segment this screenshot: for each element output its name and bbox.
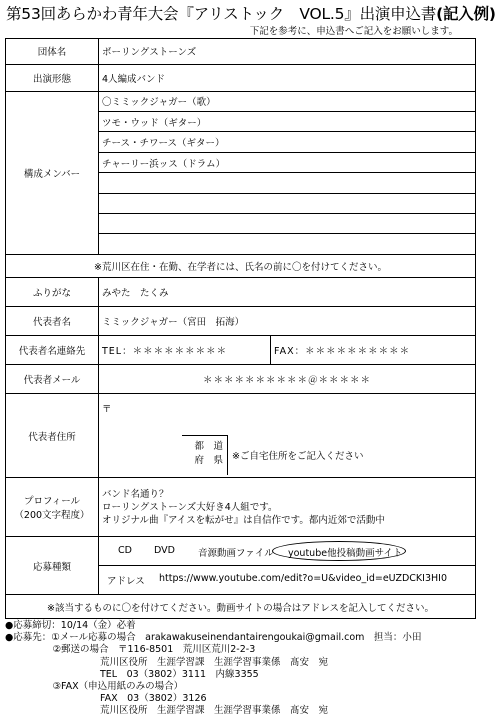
address-label: 代表者住所: [6, 394, 99, 478]
performance-style-field[interactable]: 4人編成バンド: [99, 64, 476, 91]
footer-line: 荒川区役所 生涯学習課 生涯学習事業係 髙安 宛: [5, 705, 329, 717]
url-field[interactable]: https://www.youtube.com/edit?o=U&video_id=eUZDCKI3HI0: [159, 573, 447, 585]
prefecture-line2: 府 県: [194, 455, 223, 467]
footer-info: [5, 620, 477, 718]
member-field[interactable]: [99, 173, 476, 193]
option-youtube[interactable]: youtube他投稿動画サイト: [288, 548, 403, 560]
application-form: [5, 38, 476, 619]
profile-line: ローリングストーンズ大好き4人組です。: [102, 501, 278, 513]
page-subtitle: 下記を参考に、申込書へご記入をお願いします。: [249, 26, 458, 37]
address-field[interactable]: [99, 394, 476, 478]
furigana-label: ふりがな: [6, 278, 99, 307]
profile-field[interactable]: [99, 478, 476, 537]
url-label: アドレス: [107, 576, 145, 588]
group-name-field[interactable]: ボーリングストーンズ: [99, 39, 476, 65]
profile-label-sub: （200文字程度）: [14, 510, 90, 522]
address-content: [102, 397, 472, 474]
footer-line: TEL 03（3802）3111 内線3355: [5, 668, 259, 680]
fax-field[interactable]: FAX：＊＊＊＊＊＊＊＊＊＊: [271, 336, 476, 365]
option-dvd[interactable]: DVD: [154, 545, 175, 557]
footer-line: ②郵送の場合 〒116-8501 荒川区荒川2-2-3: [5, 644, 256, 656]
prefecture-box: [182, 435, 228, 475]
member-field[interactable]: チース・チワース（ギター）: [99, 132, 476, 152]
prefecture-line1: 都 道: [194, 441, 223, 453]
option-cd[interactable]: CD: [118, 545, 132, 557]
footer-line: FAX 03（3802）3126: [5, 693, 207, 705]
member-field[interactable]: ツモ・ウッド（ギター）: [99, 112, 476, 132]
profile-line: バンド名通り？: [102, 488, 169, 500]
performance-style-label: 出演形態: [6, 64, 99, 91]
member-field[interactable]: チャーリー浜ッス（ドラム）: [99, 152, 476, 172]
member-field[interactable]: [99, 214, 476, 234]
email-label: 代表者メール: [6, 365, 99, 394]
postal-mark: 〒: [102, 404, 112, 416]
member-field[interactable]: [99, 193, 476, 213]
profile-label-main: プロフィール: [23, 496, 81, 508]
page-title: [6, 2, 496, 24]
members-label: 構成メンバー: [6, 91, 99, 254]
media-type-field[interactable]: [99, 537, 476, 595]
footer-line: ●応募先：①メール応募の場合 arakawakuseinendantairengoukai@gmail.com 担当：小田: [5, 632, 422, 644]
furigana-field[interactable]: みやた たくみ: [99, 278, 476, 307]
email-field[interactable]: ＊＊＊＊＊＊＊＊＊＊＠＊＊＊＊＊: [99, 365, 476, 394]
member-field[interactable]: 〇ミミックジャガー（歌）: [99, 91, 476, 111]
footer-line: ③FAX（申込用紙のみの場合）: [5, 680, 184, 692]
title-main: 第53回あらかわ青年大会『アリストック VOL.5』出演申込書: [6, 5, 437, 23]
option-audio-file[interactable]: 音源動画ファイル: [198, 548, 274, 560]
media-options: [102, 539, 472, 565]
contact-label: 代表者名連絡先: [6, 336, 99, 365]
circle-note: ※該当するものに〇を付けてください。動画サイトの場合はアドレスを記入してください。: [6, 595, 476, 619]
representative-label: 代表者名: [6, 307, 99, 336]
title-suffix: (記入例): [436, 5, 496, 23]
address-note: ※ご自宅住所をご記入ください: [232, 451, 364, 463]
residence-note: ※荒川区在住・在勤、在学者には、氏名の前に〇を付けてください。: [6, 254, 476, 278]
member-field[interactable]: [99, 234, 476, 254]
tel-field[interactable]: TEL：＊＊＊＊＊＊＊＊＊: [99, 336, 271, 365]
media-type-label: 応募種類: [6, 537, 99, 595]
group-name-label: 団体名: [6, 39, 99, 65]
footer-line: 荒川区役所 生涯学習課 生涯学習事業係 髙安 宛: [5, 656, 329, 668]
url-row: [99, 565, 475, 592]
deadline: ●応募締切：10/14（金）必着: [5, 620, 136, 631]
representative-field[interactable]: ミミックジャガー（宮田 拓海）: [99, 307, 476, 336]
profile-label: [6, 478, 99, 537]
profile-line: オリジナル曲『アイスを転がせ』は自信作です。都内近郊で活動中: [102, 514, 385, 526]
